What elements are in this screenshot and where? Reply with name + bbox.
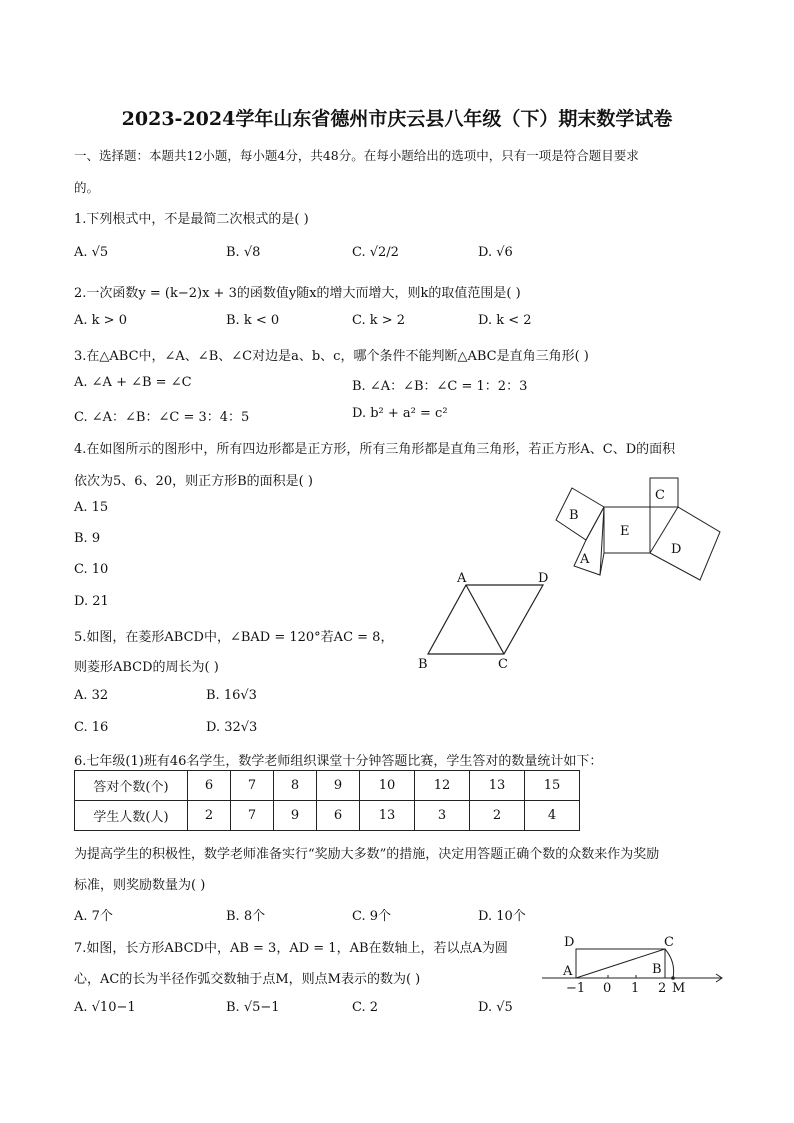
table-cell: 8 xyxy=(274,771,317,801)
fig4-label-b: B xyxy=(569,508,579,523)
fig4-label-a: A xyxy=(580,552,590,567)
table-cell: 13 xyxy=(470,771,525,801)
fig7-label-d: D xyxy=(564,935,575,950)
question-6-after: 为提高学生的积极性，数学老师准备实行“奖励大多数”的措施，决定用答题正确个数的众数来作为奖励 xyxy=(74,847,660,862)
q4-option-c: C. 10 xyxy=(74,562,109,577)
q6-option-c: C. 9个 xyxy=(352,909,392,924)
q1-option-a: A. √5 xyxy=(74,245,109,260)
q3-option-c: C. ∠A：∠B：∠C = 3：4：5 xyxy=(74,410,250,425)
q4-option-a: A. 15 xyxy=(74,500,109,515)
q2-option-a: A. k > 0 xyxy=(74,313,127,328)
fig7-label-b: B xyxy=(652,962,662,977)
fig5-label-d: D xyxy=(538,571,549,586)
table-cell: 7 xyxy=(231,771,274,801)
question-5-stem-cont: 则菱形ABCD的周长为( ) xyxy=(74,660,219,675)
q7-option-a: A. √10−1 xyxy=(74,1000,136,1015)
q4-option-b: B. 9 xyxy=(74,531,101,546)
q7-option-b: B. √5−1 xyxy=(226,1000,280,1015)
table-cell: 6 xyxy=(188,771,231,801)
table-cell: 12 xyxy=(415,771,470,801)
q3-option-b: B. ∠A：∠B：∠C = 1：2：3 xyxy=(352,379,528,394)
fig4-label-d: D xyxy=(671,542,682,557)
fig7-tick-1: 1 xyxy=(631,981,640,996)
q6-option-b: B. 8个 xyxy=(226,909,266,924)
q6-option-d: D. 10个 xyxy=(478,909,526,924)
fig7-label-c: C xyxy=(664,935,674,950)
q1-option-b: B. √8 xyxy=(226,245,261,260)
table-cell: 2 xyxy=(188,801,231,831)
q5-option-a: A. 32 xyxy=(74,688,109,703)
table-cell: 9 xyxy=(274,801,317,831)
q2-option-b: B. k < 0 xyxy=(226,313,280,328)
table-header-cell: 学生人数(人) xyxy=(75,801,188,831)
fig4-label-c: C xyxy=(655,488,665,503)
table-header-cell: 答对个数(个) xyxy=(75,771,188,801)
q4-option-d: D. 21 xyxy=(74,594,109,609)
page-title: 2023-2024学年山东省德州市庆云县八年级（下）期末数学试卷 xyxy=(121,108,673,130)
fig7-tick-2: 2 xyxy=(658,981,667,996)
q1-option-c: C. √2/2 xyxy=(352,245,399,260)
table-cell: 15 xyxy=(525,771,580,801)
question-3-stem: 3.在△ABC中，∠A、∠B、∠C对边是a、b、c，哪个条件不能判断△ABC是直角三角形( ) xyxy=(74,349,589,364)
q5-option-c: C. 16 xyxy=(74,720,109,735)
fig7-label-m: M xyxy=(672,981,686,996)
q3-option-a: A. ∠A + ∠B = ∠C xyxy=(74,375,192,390)
fig7-tick-neg1: −1 xyxy=(566,981,586,996)
q5-option-d: D. 32√3 xyxy=(206,720,258,735)
q1-option-d: D. √6 xyxy=(478,245,513,260)
table-cell: 9 xyxy=(317,771,360,801)
question-6-after-cont: 标准，则奖励数量为( ) xyxy=(74,878,206,893)
q6-option-a: A. 7个 xyxy=(74,909,113,924)
q7-option-d: D. √5 xyxy=(478,1000,513,1015)
fig5-label-a: A xyxy=(457,571,467,586)
fig7-label-a: A xyxy=(563,964,573,979)
section-instructions: 一、选择题：本题共12小题，每小题4分，共48分。在每小题给出的选项中，只有一项是符合题目要求 xyxy=(74,148,639,163)
question-5-stem: 5.如图，在菱形ABCD中，∠BAD = 120°若AC = 8， xyxy=(74,630,394,645)
table-cell: 4 xyxy=(525,801,580,831)
q3-option-d: D. b² + a² = c² xyxy=(352,406,448,421)
fig5-label-b: B xyxy=(418,657,428,672)
section-instructions-cont: 的。 xyxy=(74,180,100,195)
q5-option-b: B. 16√3 xyxy=(206,688,257,703)
q7-option-c: C. 2 xyxy=(352,1000,379,1015)
question-1-stem: 1.下列根式中，不是最简二次根式的是( ) xyxy=(74,212,309,227)
q2-option-c: C. k > 2 xyxy=(352,313,406,328)
question-7-stem: 7.如图，长方形ABCD中，AB = 3，AD = 1，AB在数轴上，若以点A为圆 xyxy=(74,941,508,956)
table-cell: 2 xyxy=(470,801,525,831)
fig5-label-c: C xyxy=(498,657,508,672)
table-cell: 3 xyxy=(415,801,470,831)
question-7-stem-cont: 心，AC的长为半径作弧交数轴于点M，则点M表示的数为( ) xyxy=(74,972,421,987)
fig7-tick-0: 0 xyxy=(603,981,612,996)
table-cell: 13 xyxy=(360,801,415,831)
question-2-stem: 2.一次函数y = (k−2)x + 3的函数值y随x的增大而增大，则k的取值范围是( ) xyxy=(74,286,521,301)
question-6-stem: 6.七年级(1)班有46名学生，数学老师组织课堂十分钟答题比赛，学生答对的数量统计如下： xyxy=(74,754,603,769)
fig4-label-e: E xyxy=(620,524,630,539)
question-4-stem: 4.在如图所示的图形中，所有四边形都是正方形，所有三角形都是直角三角形，若正方形A、C、D的面积 xyxy=(74,442,676,457)
question-4-stem-cont: 依次为5、6、20，则正方形B的面积是( ) xyxy=(74,474,313,489)
q2-option-d: D. k < 2 xyxy=(478,313,532,328)
table-cell: 6 xyxy=(317,801,360,831)
table-cell: 7 xyxy=(231,801,274,831)
table-cell: 10 xyxy=(360,771,415,801)
